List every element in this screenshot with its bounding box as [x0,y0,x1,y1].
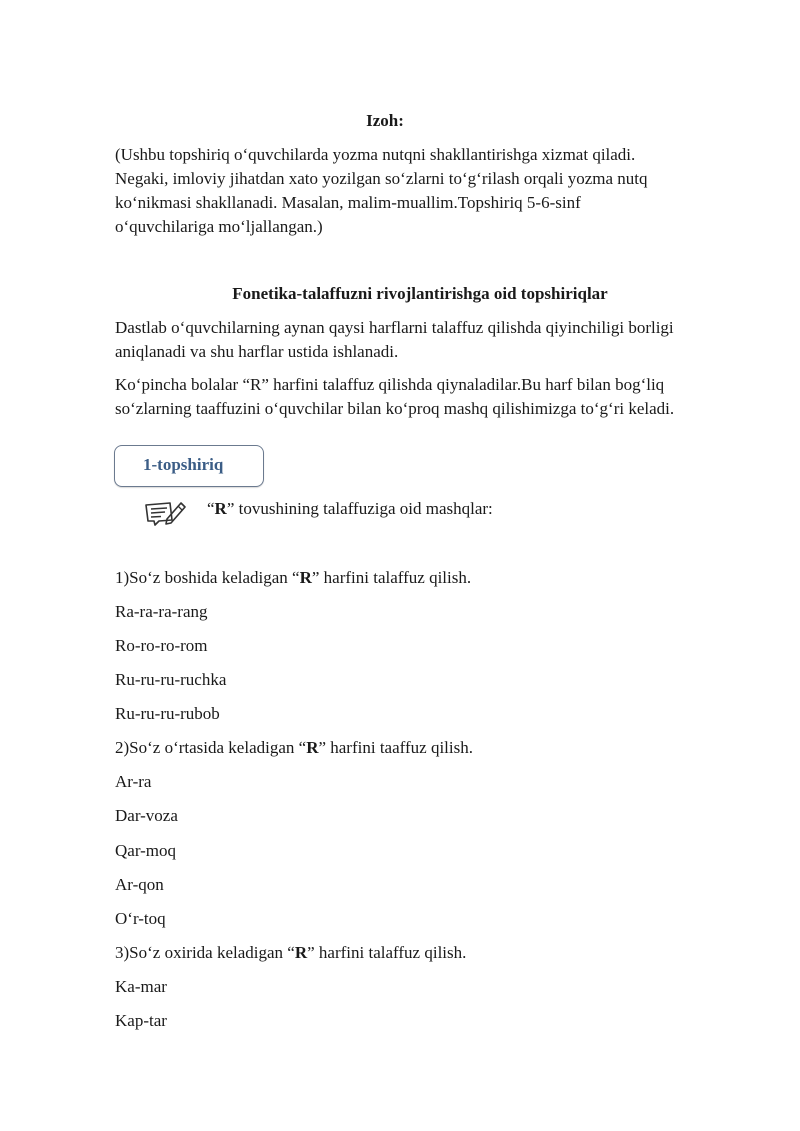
exercise-1-title: 1)So‘z boshida keladigan “R” harfini talaffuz qilish. [115,568,472,587]
paragraph-2 [115,373,755,421]
izoh-paragraph [115,143,735,239]
word-item: Ro-ro-ro-rom [115,636,208,655]
izoh-title: Izoh: [366,111,404,130]
paragraph-line: Ko‘pincha bolalar “R” harfini talaffuz qilishda qiynaladilar.Bu harf bilan bog‘liq [115,375,665,394]
izoh-line: o‘quvchilariga mo‘ljallangan.) [115,217,323,236]
r-letter: R [214,499,227,518]
exercise-heading: “R” tovushining talaffuziga oid mashqlar: [207,499,493,518]
word-item: Ru-ru-ru-rubob [115,704,220,723]
section-title: Fonetika-talaffuzni rivojlantirishga oid topshiriqlar [232,284,608,303]
word-item: Kap-tar [115,1011,167,1030]
word-item: Qar-moq [115,841,177,860]
paragraph-1 [115,316,755,364]
word-item: Ka-mar [115,977,167,996]
paragraph-line: so‘zlarning taaffuzini o‘quvchilar bilan ko‘proq mashq qilishimizga to‘g‘ri keladi. [115,399,675,418]
izoh-line: (Ushbu topshiriq o‘quvchilarda yozma nutqni shakllantirishga xizmat qiladi. [115,145,636,164]
exercise-3-title: 3)So‘z oxirida keladigan “R” harfini talaffuz qilish. [115,943,467,962]
exercise-2-title: 2)So‘z o‘rtasida keladigan “R” harfini taaffuz qilish. [115,738,473,757]
paragraph-line: Dastlab o‘quvchilarning aynan qaysi harflarni talaffuz qilishda qiyinchiligi borligi [115,318,674,337]
word-item: Ar-ra [115,772,152,791]
paragraph-line: aniqlanadi va shu harflar ustida ishlanadi. [115,342,399,361]
task-label: 1-topshiriq [143,455,224,474]
izoh-line: ko‘nikmasi shakllanadi. Masalan, malim-muallim.Topshiriq 5-6-sinf [115,193,581,212]
word-item: Ar-qon [115,875,164,894]
pencil-notes-icon [143,499,187,527]
word-item: Dar-voza [115,806,178,825]
izoh-line: Negaki, imloviy jihatdan xato yozilgan so‘zlarni to‘g‘rilash orqali yozma nutq [115,169,648,188]
word-item: Ru-ru-ru-ruchka [115,670,227,689]
task-label-box [114,445,264,487]
word-item: Ra-ra-ra-rang [115,602,208,621]
word-item: O‘r-toq [115,909,166,928]
